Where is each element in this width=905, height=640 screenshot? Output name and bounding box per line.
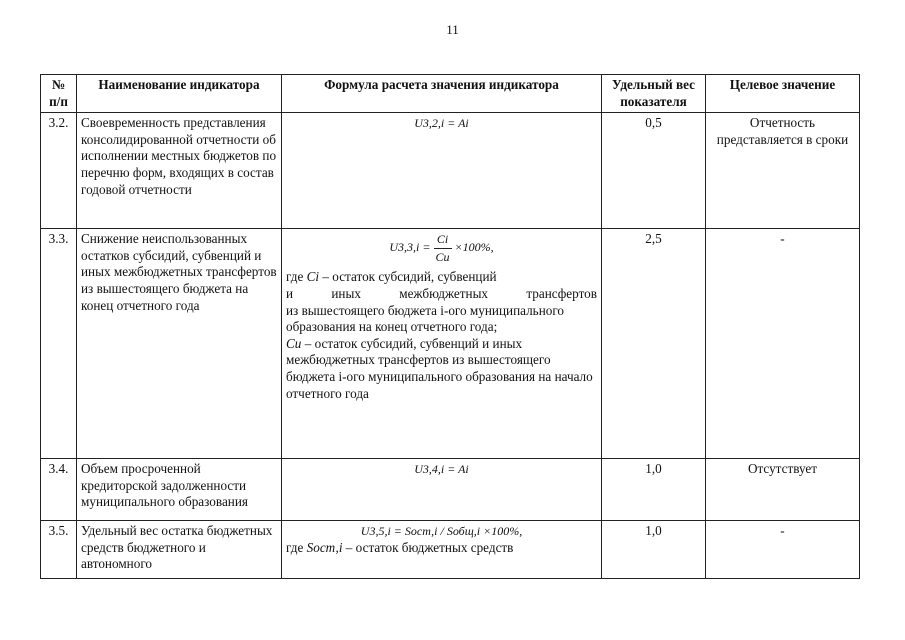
table-row: [41, 113, 860, 229]
desc-text: – остаток бюджетных средств: [342, 539, 514, 555]
header-name: Наименование индикатора: [77, 75, 282, 113]
row-formula-cell: [282, 229, 602, 459]
row-formula: [286, 231, 597, 265]
row-formula-cell: [282, 521, 602, 579]
row-name: Удельный вес остатка бюджетных средств бюджетного и автономного: [77, 521, 282, 579]
table-row: [41, 459, 860, 521]
desc-prefix: где: [286, 539, 307, 555]
header-formula: Формула расчета значения индикатора: [282, 75, 602, 113]
row-formula: U3,5,i = Sост,i / Sобщ,i ×100%,: [360, 524, 523, 539]
indicators-table: [40, 74, 860, 579]
formula-description-1: [286, 269, 597, 335]
row-num: 3.4.: [41, 459, 77, 521]
formula-description-2: [286, 336, 597, 402]
desc-variable: Sост,i: [306, 539, 343, 555]
desc-text: из вышестоящего бюджета i-ого муниципального образования на конец отчетного года;: [286, 302, 565, 335]
desc-text: – остаток субсидий, субвенций и иных межбюджетных трансфертов из вышестоящего бюджета i-ого муниципального образования на начало отчетного года: [286, 335, 593, 401]
formula-numerator: Ci: [434, 231, 452, 249]
row-formula: U3,4,i = Ai: [282, 459, 602, 521]
row-target: Отчетность представляется в сроки: [706, 113, 860, 229]
formula-rhs: ×100%,: [454, 240, 494, 255]
formula-description: [286, 540, 597, 557]
row-name: Объем просроченной кредиторской задолженности муниципального образования: [77, 459, 282, 521]
formula-fraction: [434, 231, 452, 265]
desc-variable: Ci: [306, 269, 320, 285]
row-num: 3.5.: [41, 521, 77, 579]
table-header-row: [41, 75, 860, 113]
formula-denominator: Cu: [435, 249, 450, 264]
table-row: [41, 229, 860, 459]
header-num: № п/п: [41, 75, 77, 113]
row-target: -: [706, 521, 860, 579]
row-name: Снижение неиспользованных остатков субсидий, субвенций и иных межбюджетных трансфертов из вышестоящего бюджета на конец отчетного года: [77, 229, 282, 459]
formula-lhs: U3,3,i =: [389, 240, 431, 255]
table-row: [41, 521, 860, 579]
desc-variable: Cu: [286, 335, 302, 351]
header-target: Целевое значение: [706, 75, 860, 113]
row-target: -: [706, 229, 860, 459]
row-weight: 1,0: [602, 459, 706, 521]
desc-prefix: где: [286, 269, 307, 285]
row-num: 3.2.: [41, 113, 77, 229]
desc-text: и иных межбюджетных трансфертов: [286, 285, 597, 301]
row-target: Отсутствует: [706, 459, 860, 521]
row-num: 3.3.: [41, 229, 77, 459]
desc-text: – остаток субсидий, субвенций: [319, 269, 497, 285]
page-number: 11: [446, 22, 459, 37]
row-weight: 2,5: [602, 229, 706, 459]
row-weight: 0,5: [602, 113, 706, 229]
row-formula: U3,2,i = Ai: [282, 113, 602, 229]
header-weight: Удельный вес показателя: [602, 75, 706, 113]
row-name: Своевременность представления консолидированной отчетности об исполнении местных бюджетов по перечню форм, входящих в состав годовой отчетности: [77, 113, 282, 229]
row-weight: 1,0: [602, 521, 706, 579]
